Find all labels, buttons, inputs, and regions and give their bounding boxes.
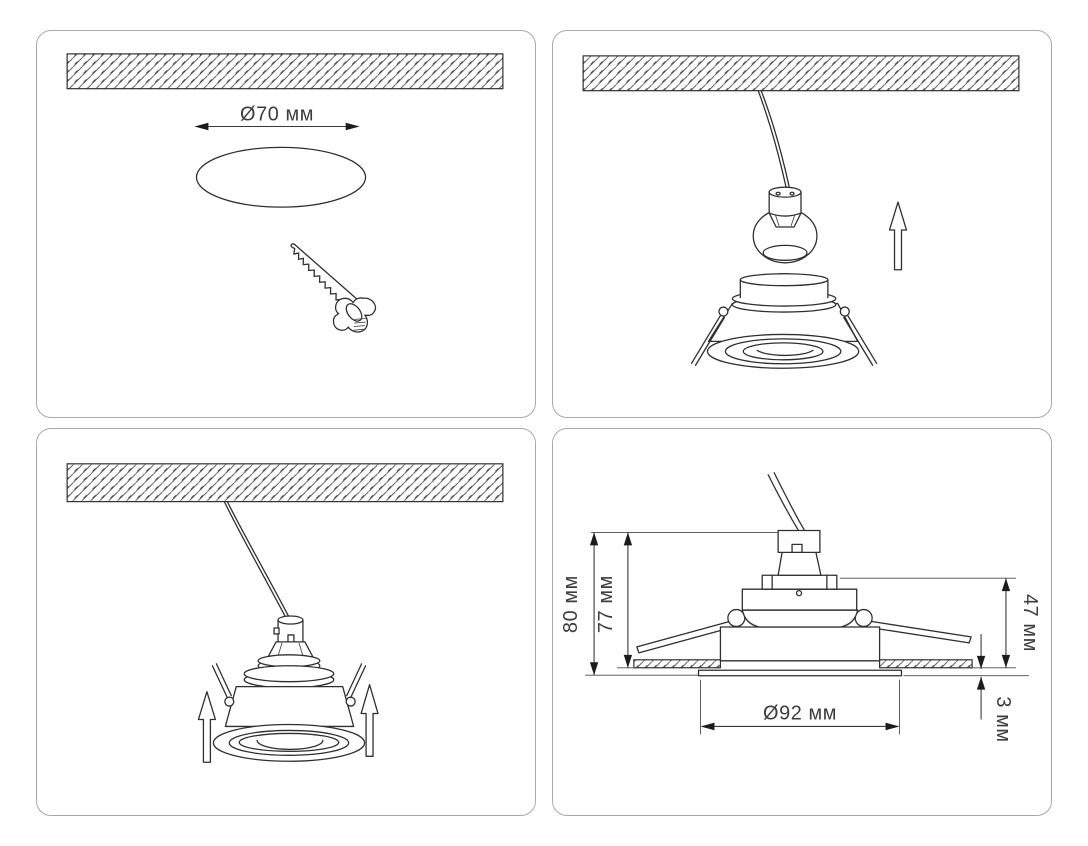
power-wire xyxy=(224,502,289,618)
cutout-hole xyxy=(196,147,365,207)
power-wire xyxy=(758,91,789,188)
panel-step-3 xyxy=(36,428,536,816)
gu10-lamp xyxy=(753,187,817,263)
step-4-illustration xyxy=(553,429,1051,815)
ceiling-hatch xyxy=(67,464,503,502)
ceiling-hatch xyxy=(583,56,1019,91)
assembled-fixture xyxy=(212,616,365,761)
step-3-illustration xyxy=(37,429,535,815)
dim-label-body-height: 77 мм xyxy=(594,575,617,634)
panel-step-1 xyxy=(36,30,536,418)
dimension-hole-diameter xyxy=(194,104,359,131)
dimension-body-height xyxy=(595,532,637,667)
step-2-illustration xyxy=(553,31,1051,417)
up-arrow-icon xyxy=(890,202,907,270)
dim-label-hole-diameter: Ø70 мм xyxy=(240,103,315,126)
panel-step-2 xyxy=(552,30,1052,418)
fixture-side-view xyxy=(634,530,972,675)
step-1-illustration xyxy=(37,31,535,417)
fixture-housing xyxy=(692,274,877,369)
up-arrow-icon-left xyxy=(198,692,215,763)
dimension-trim-thickness xyxy=(903,634,1028,743)
dim-label-recessed-height: 47 мм xyxy=(1018,594,1041,652)
saw-icon xyxy=(269,238,382,343)
panel-step-4 xyxy=(552,428,1052,816)
dim-label-total-height: 80 мм xyxy=(560,575,583,634)
power-wire xyxy=(768,473,804,532)
dimension-trim-diameter xyxy=(701,680,900,735)
dim-label-trim-diameter: Ø92 мм xyxy=(763,702,838,725)
ceiling-hatch xyxy=(67,54,503,89)
dim-label-trim-thickness: 3 мм xyxy=(991,696,1014,743)
